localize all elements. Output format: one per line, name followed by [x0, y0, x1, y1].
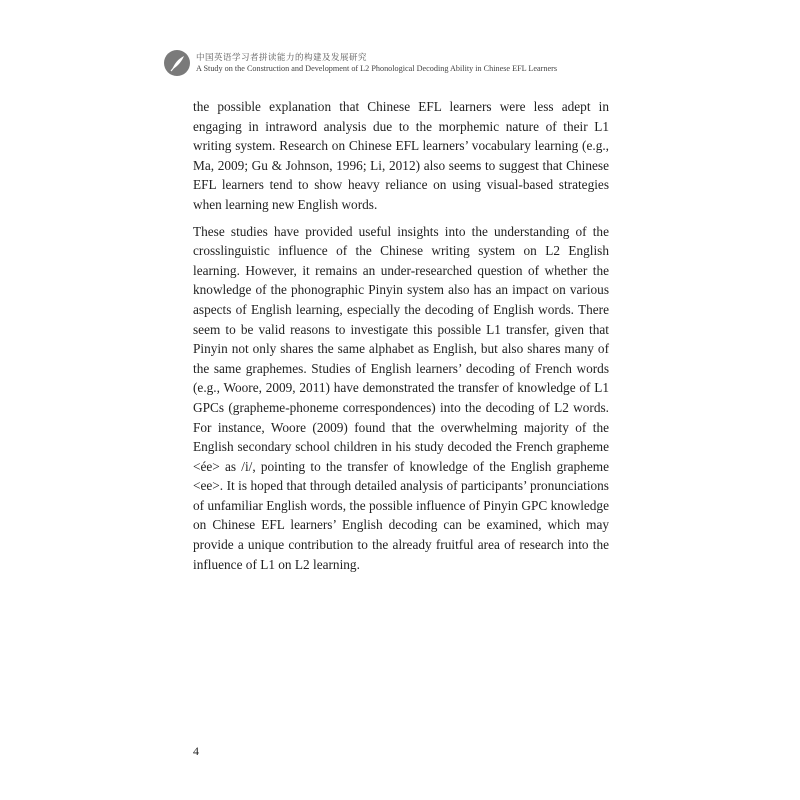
running-header [164, 50, 724, 76]
header-title-chinese: 中国英语学习者拼读能力的构建及发展研究 [196, 53, 368, 63]
header-title-english: A Study on the Construction and Development of L2 Phonological Decoding Ability in Chinese EFL Learners [196, 64, 558, 73]
paragraph: the possible explanation that Chinese EFL learners were less adept in engaging in intraword analysis due to the morphemic nature of their L1 writing system. Research on Chinese EFL learners’ vocabulary learning (e.g., Ma, 2009; Gu & Johnson, 1996; Li, 2012) also seems to suggest that Chinese EFL learners tend to show heavy reliance on using visual-based strategies when learning new English words. [193, 99, 609, 212]
paragraph: These studies have provided useful insights into the understanding of the crosslinguistic influence of the Chinese writing system on L2 English learning. However, it remains an under-researched question of whether the knowledge of the phonographic Pinyin system also has an impact on various aspects of English learning, especially the decoding of English words. There seem to be valid reasons to investigate this possible L1 transfer, given that Pinyin not only shares the same alphabet as English, but also shares many of the same graphemes. Studies of English learners’ decoding of French words (e.g., Woore, 2009, 2011) have demonstrated the transfer of knowledge of L1 GPCs (grapheme-phoneme correspondences) into the decoding of L2 words. For instance, Woore (2009) found that the overwhelming majority of the English secondary school children in his study decoded the French grapheme <ée> as /i/, pointing to the transfer of knowledge of the English grapheme <ee>. It is hoped that through detailed analysis of participants’ pronunciations of unfamiliar English words, the possible influence of Pinyin GPC knowledge on Chinese EFL learners’ English decoding can be examined, which may provide a unique contribution to the already fruitful area of research into the influence of L1 on L2 learning. [193, 223, 609, 572]
body-text [193, 97, 609, 581]
feather-pen-icon [164, 50, 190, 76]
page-number: 4 [193, 744, 199, 758]
